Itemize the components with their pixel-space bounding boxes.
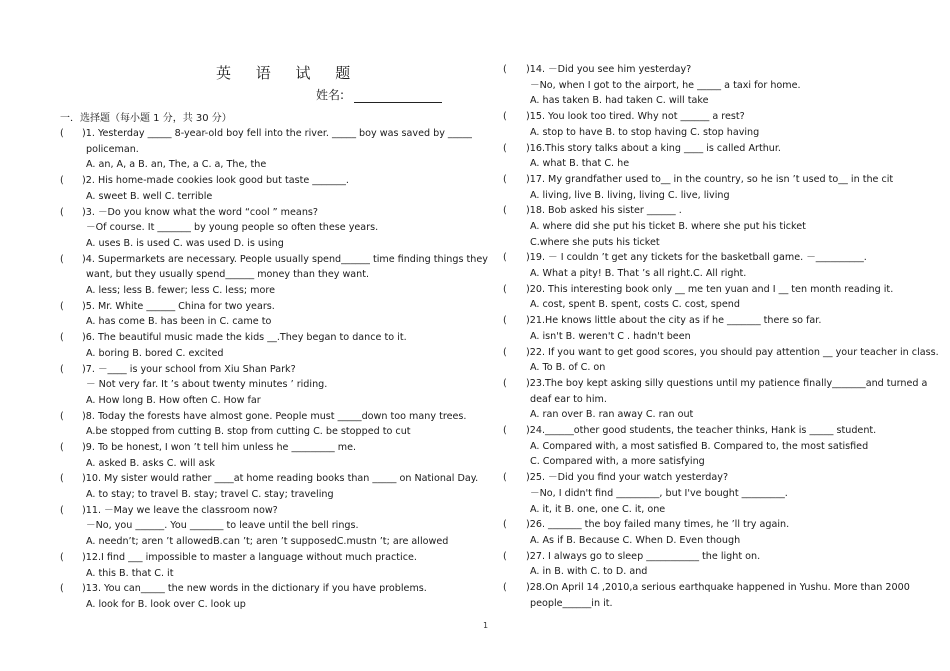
question-line: A. where did she put his ticket B. where she put his ticket xyxy=(530,220,806,232)
question-stem: )23.The boy kept asking silly questions until my patience finally_______and turned a xyxy=(526,378,928,389)
question-line: people______in it. xyxy=(530,597,613,609)
question-line: A. what B. that C. he xyxy=(530,158,630,170)
answer-paren-open[interactable]: ( xyxy=(503,64,507,75)
answer-paren-open[interactable]: ( xyxy=(503,142,507,154)
answer-paren-open[interactable]: ( xyxy=(60,253,64,265)
question-line: A. has taken B. had taken C. will take xyxy=(530,95,709,107)
answer-paren-open[interactable]: ( xyxy=(503,425,507,437)
question-item xyxy=(60,550,480,581)
question-stem: )8. Today the forests have almost gone. People must _____down too many trees. xyxy=(82,410,467,422)
question-item xyxy=(60,471,480,502)
question-item xyxy=(503,376,950,423)
question-stem: )20. This interesting book only __ me ten yuan and I __ ten month reading it. xyxy=(526,283,894,295)
answer-paren-open[interactable]: ( xyxy=(60,363,64,375)
question-line: A. has come B. has been in C. came to xyxy=(86,316,272,328)
name-blank-line[interactable] xyxy=(354,90,442,103)
answer-paren-open[interactable]: ( xyxy=(503,346,507,358)
question-item xyxy=(60,205,480,252)
page-number: 1 xyxy=(483,621,489,630)
question-stem: )24.______other good students, the teacher thinks, Hank is _____ student. xyxy=(526,425,877,437)
question-stem: )14. －Did you see him yesterday? xyxy=(526,64,692,75)
question-stem: )28.On April 14 ,2010,a serious earthquake happened in Yushu. More than 2000 xyxy=(526,582,910,594)
answer-paren-open[interactable]: ( xyxy=(60,206,64,218)
question-stem: )19. － I couldn ’t get any tickets for the basketball game. －__________. xyxy=(526,252,867,264)
question-stem: )11. －May we leave the classroom now? xyxy=(82,504,278,516)
question-item xyxy=(60,173,480,204)
answer-paren-open[interactable]: ( xyxy=(503,252,507,264)
answer-paren-open[interactable]: ( xyxy=(503,315,507,327)
question-line: A. less; less B. fewer; less C. less; more xyxy=(86,284,275,296)
question-line: －No, you ______. You _______ to leave until the bell rings. xyxy=(86,520,359,532)
question-line: A. living, live B. living, living C. live, living xyxy=(530,189,730,201)
exam-title: 英 语 试 题 xyxy=(216,64,361,82)
answer-paren-open[interactable]: ( xyxy=(503,111,507,123)
question-line: A. this B. that C. it xyxy=(86,567,174,579)
question-stem: )4. Supermarkets are necessary. People usually spend______ time finding things they xyxy=(82,253,488,265)
answer-paren-open[interactable]: ( xyxy=(503,205,507,217)
question-stem: )22. If you want to get good scores, you should pay attention __ your teacher in class. xyxy=(526,346,939,358)
question-line: A. to stay; to travel B. stay; travel C. stay; traveling xyxy=(86,489,334,501)
question-line: A. To B. of C. on xyxy=(530,362,606,374)
question-item xyxy=(60,362,480,409)
question-stem: )6. The beautiful music made the kids __.They began to dance to it. xyxy=(82,332,407,344)
answer-paren-open[interactable]: ( xyxy=(503,550,507,562)
question-stem: )21.He knows little about the city as if he _______ there so far. xyxy=(526,315,822,327)
question-line: deaf ear to him. xyxy=(530,393,607,405)
question-item xyxy=(503,580,950,611)
question-item xyxy=(503,517,950,548)
answer-paren-open[interactable]: ( xyxy=(503,472,507,484)
answer-paren-open[interactable]: ( xyxy=(503,378,507,389)
question-item xyxy=(503,250,950,281)
question-stem: )26. _______ the boy failed many times, he ’ll try again. xyxy=(526,519,790,531)
answer-paren-open[interactable]: ( xyxy=(60,175,64,187)
answer-paren-open[interactable]: ( xyxy=(60,442,64,453)
question-line: A. in B. with C. to D. and xyxy=(530,566,648,578)
question-stem: )10. My sister would rather ____at home reading books than _____ on National Day. xyxy=(82,473,479,485)
question-line: A. cost, spent B. spent, costs C. cost, spend xyxy=(530,299,740,311)
question-stem: )5. Mr. White ______ China for two years. xyxy=(82,300,275,312)
question-item xyxy=(503,203,950,250)
question-stem: )3. －Do you know what the word “cool ” means? xyxy=(82,206,318,218)
answer-paren-open[interactable]: ( xyxy=(60,583,64,595)
question-line: A. needn’t; aren ’t allowedB.can ’t; aren ’t supposedC.mustn ’t; are allowed xyxy=(86,536,449,548)
question-item xyxy=(60,581,480,612)
question-line: A. What a pity! B. That ’s all right.C. All right. xyxy=(530,268,747,280)
question-line: A. look for B. look over C. look up xyxy=(86,598,246,610)
question-stem: )27. I always go to sleep ___________ the light on. xyxy=(526,550,761,562)
question-stem: )2. His home-made cookies look good but taste _______. xyxy=(82,175,349,187)
question-item xyxy=(60,252,488,299)
question-item xyxy=(503,313,950,344)
answer-paren-open[interactable]: ( xyxy=(503,582,507,594)
question-line: A.be stopped from cutting B. stop from cutting C. be stopped to cut xyxy=(86,426,411,438)
question-item xyxy=(503,282,950,313)
question-stem: )18. Bob asked his sister ______ . xyxy=(526,205,682,217)
question-stem: )12.I find ___ impossible to master a language without much practice. xyxy=(82,551,417,563)
answer-paren-open[interactable]: ( xyxy=(503,173,507,185)
question-item xyxy=(60,503,480,550)
question-line: A. uses B. is used C. was used D. is using xyxy=(86,237,284,249)
question-item xyxy=(503,549,950,580)
question-item xyxy=(503,172,950,203)
question-stem: )9. To be honest, I won ’t tell him unless he _________ me. xyxy=(82,442,357,453)
question-line: － Not very far. It ’s about twenty minutes ’ riding. xyxy=(86,379,328,391)
answer-paren-open[interactable]: ( xyxy=(60,300,64,312)
name-label: 姓名: xyxy=(316,88,345,102)
question-item xyxy=(60,330,480,361)
question-stem: )13. You can_____ the new words in the dictionary if you have problems. xyxy=(82,583,427,595)
answer-paren-open[interactable]: ( xyxy=(503,283,507,295)
question-line: －No, when I got to the airport, he _____ a taxi for home. xyxy=(530,79,801,91)
question-line: A. isn't B. weren't C . hadn't been xyxy=(530,330,691,342)
answer-paren-open[interactable]: ( xyxy=(60,551,64,563)
question-line: A. As if B. Because C. When D. Even though xyxy=(530,534,741,546)
question-stem: )16.This story talks about a king ____ is called Arthur. xyxy=(526,142,781,154)
question-item xyxy=(503,62,950,109)
answer-paren-open[interactable]: ( xyxy=(60,332,64,344)
question-stem: )15. You look too tired. Why not ______ a rest? xyxy=(526,111,745,123)
question-line: A. stop to have B. to stop having C. stop having xyxy=(530,126,760,138)
answer-paren-open[interactable]: ( xyxy=(60,473,64,485)
question-item xyxy=(503,423,950,470)
question-line: A. it, it B. one, one C. it, one xyxy=(530,503,666,515)
question-item xyxy=(60,440,480,471)
question-line: C.where she puts his ticket xyxy=(530,236,660,248)
question-line: A. ran over B. ran away C. ran out xyxy=(530,409,694,421)
section-heading: 一．选择题（每小题 1 分，共 30 分） xyxy=(60,113,232,124)
question-item xyxy=(503,141,950,172)
question-line: －Of course. It _______ by young people so often these years. xyxy=(86,222,379,234)
question-item xyxy=(503,109,950,140)
answer-paren-open[interactable]: ( xyxy=(60,504,64,516)
question-item xyxy=(503,470,950,517)
question-line: A. sweet B. well C. terrible xyxy=(86,190,213,202)
name-row xyxy=(316,86,442,103)
question-item xyxy=(503,345,950,376)
question-item xyxy=(60,126,480,173)
answer-paren-open[interactable]: ( xyxy=(60,410,64,422)
question-stem: )7. －____ is your school from Xiu Shan Park? xyxy=(82,363,296,375)
question-line: A. boring B. bored C. excited xyxy=(86,347,224,359)
question-line: policeman. xyxy=(86,143,139,155)
question-item xyxy=(60,299,480,330)
question-line: A. Compared with, a most satisfied B. Compared to, the most satisfied xyxy=(530,440,869,452)
answer-paren-open[interactable]: ( xyxy=(503,519,507,531)
answer-paren-open[interactable]: ( xyxy=(60,128,64,139)
question-stem: )25. －Did you find your watch yesterday? xyxy=(526,472,729,484)
question-line: A. How long B. How often C. How far xyxy=(86,394,261,406)
question-line: want, but they usually spend______ money than they want. xyxy=(86,269,370,281)
question-stem: )1. Yesterday _____ 8-year-old boy fell into the river. _____ boy was saved by _____ xyxy=(82,128,472,139)
question-stem: )17. My grandfather used to__ in the country, so he isn ’t used to__ in the cit xyxy=(526,173,894,185)
question-line: A. asked B. asks C. will ask xyxy=(86,457,215,469)
question-line: －No, I didn't find _________, but I've bought _________. xyxy=(530,487,788,499)
question-item xyxy=(60,409,480,440)
question-line: C. Compared with, a more satisfying xyxy=(530,456,705,468)
question-line: A. an, A, a B. an, The, a C. a, The, the xyxy=(86,159,267,171)
